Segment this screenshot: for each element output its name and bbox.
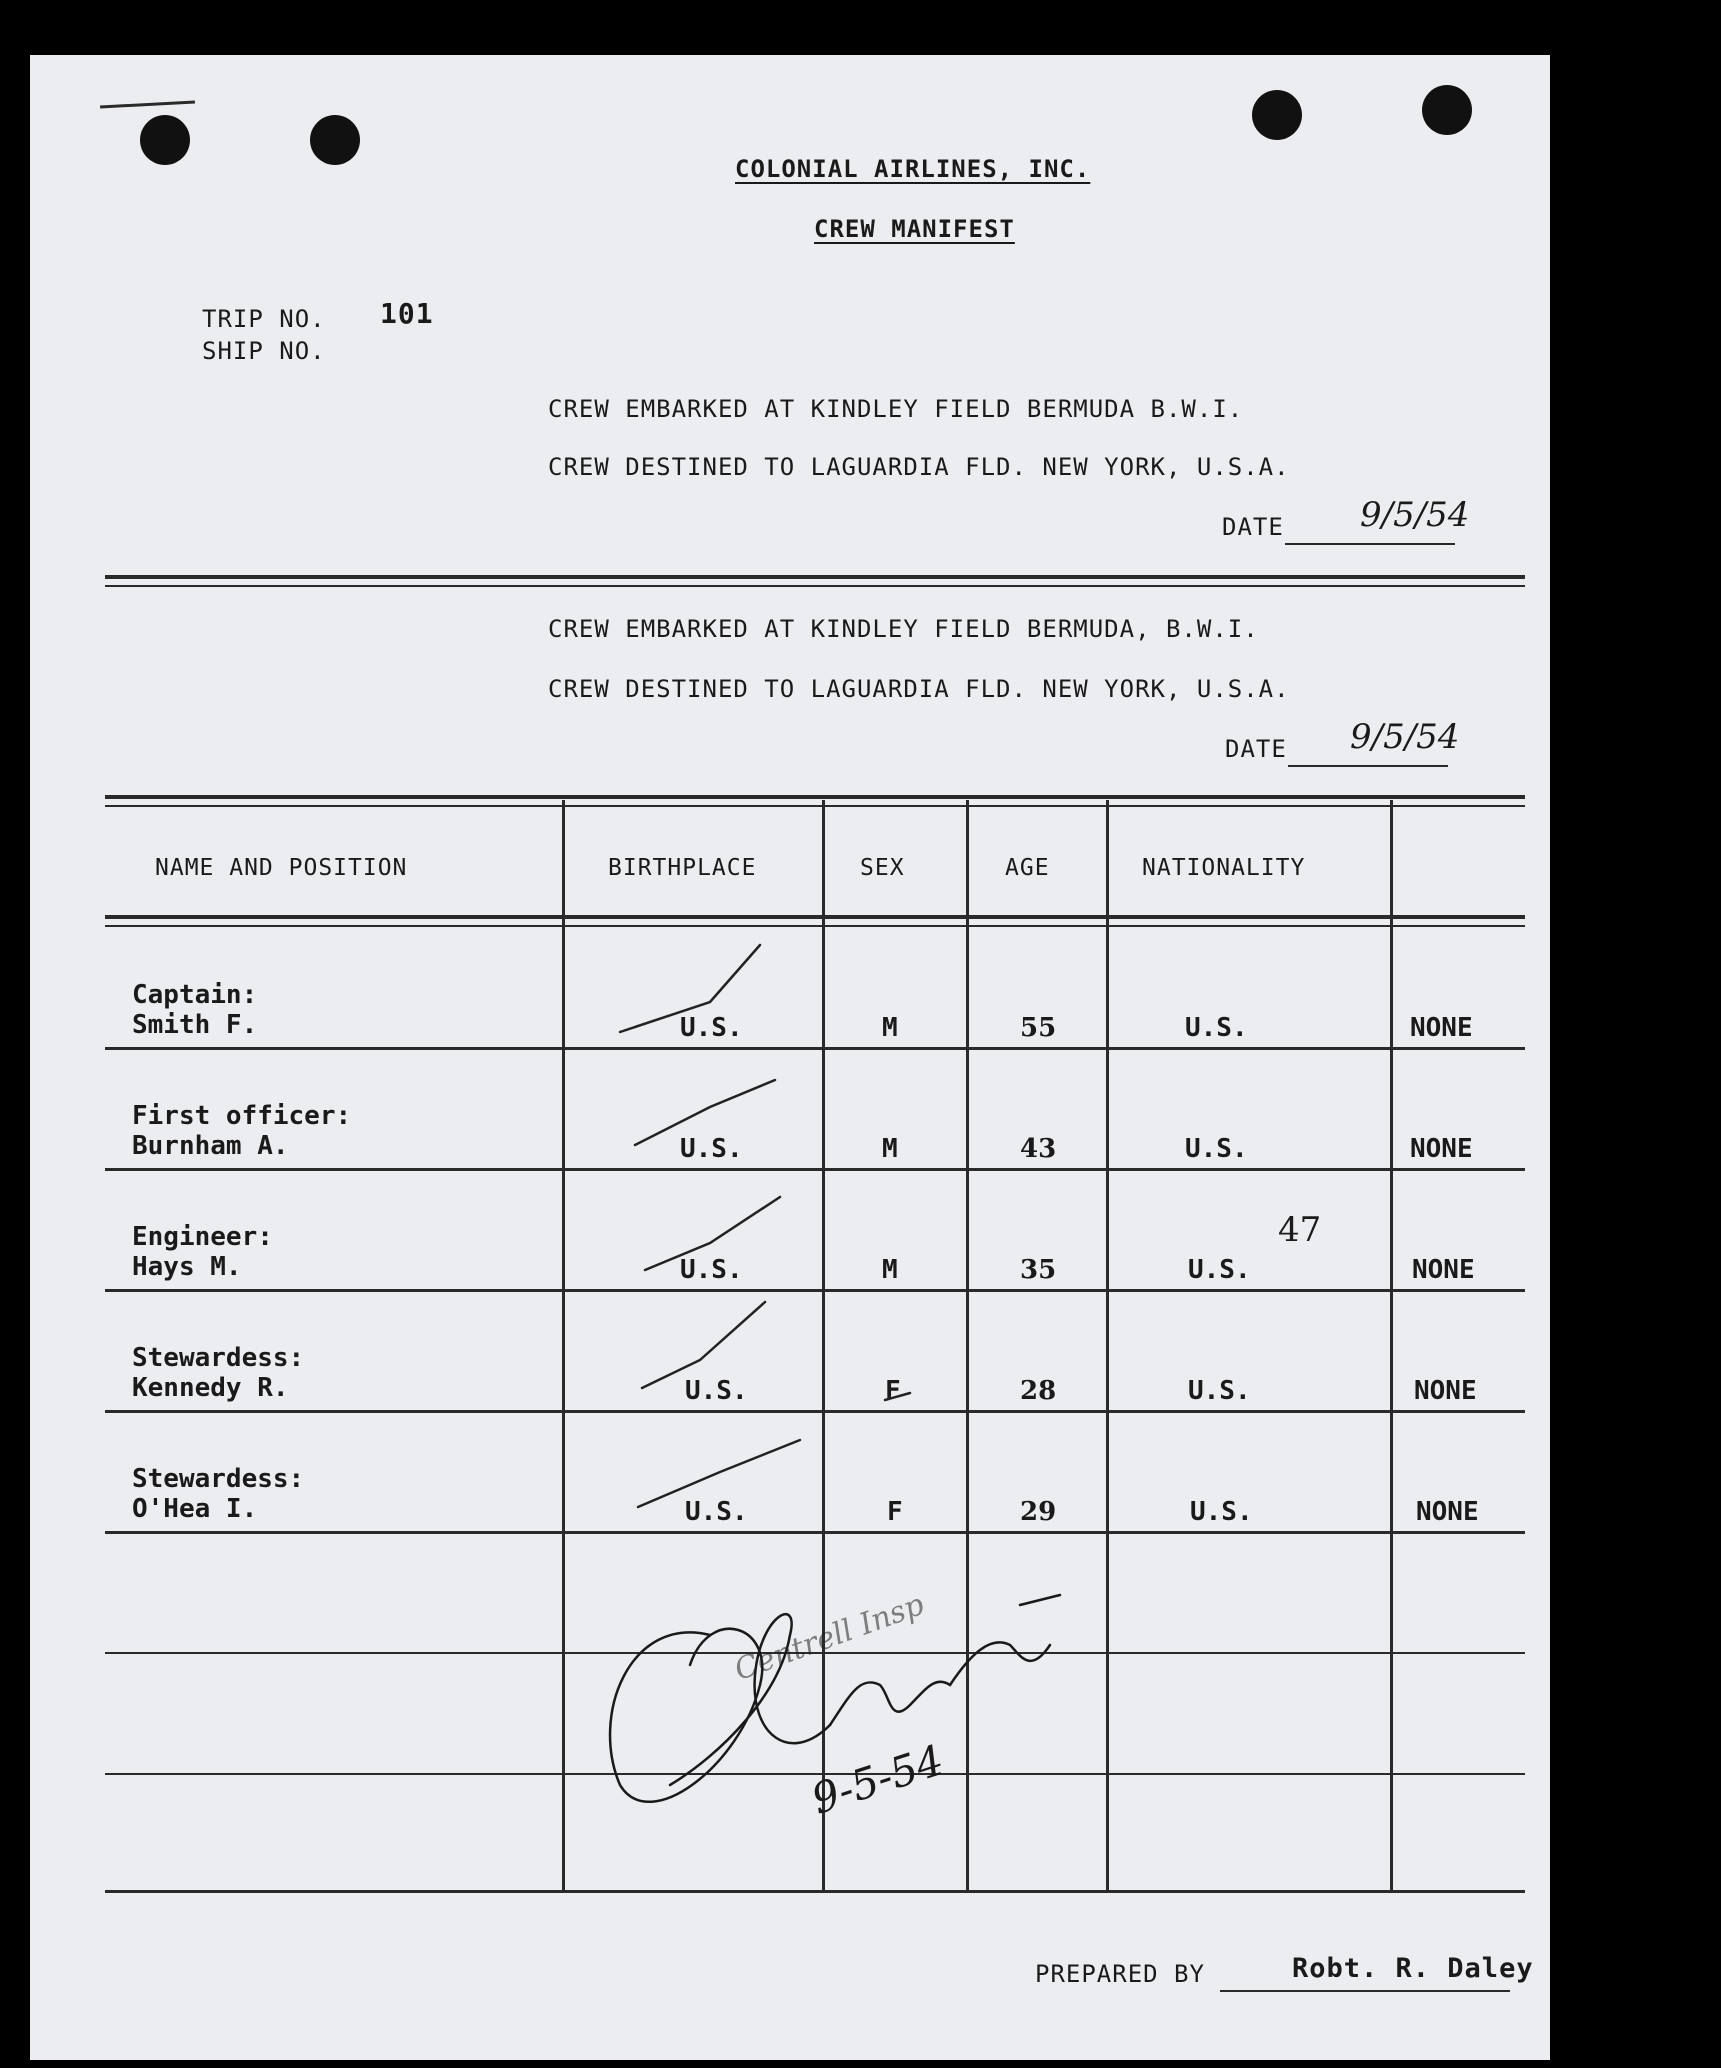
check-mark — [638, 1440, 800, 1507]
check-mark — [642, 1302, 765, 1388]
crew-birthplace: U.S. — [680, 1255, 743, 1285]
crew-sex: M — [882, 1134, 898, 1164]
crew-age: 28 — [1020, 1376, 1057, 1406]
crew-age: 29 — [1020, 1497, 1057, 1527]
crew-name: Hays M. — [132, 1252, 242, 1282]
ship-number-label: SHIP NO. — [202, 337, 326, 365]
crew-name: Burnham A. — [132, 1131, 289, 1161]
crew-position: Stewardess: — [132, 1343, 305, 1373]
crew-other: NONE — [1416, 1497, 1479, 1527]
check-marks — [30, 55, 1550, 1655]
trip-number-label: TRIP NO. — [202, 305, 326, 333]
date-label: DATE — [1225, 735, 1287, 763]
date-label: DATE — [1222, 513, 1284, 541]
crew-birthplace: U.S. — [680, 1134, 743, 1164]
crew-name: O'Hea I. — [132, 1494, 258, 1524]
crew-other: NONE — [1410, 1013, 1473, 1043]
crew-other: NONE — [1412, 1255, 1475, 1285]
crew-sex: F — [887, 1497, 903, 1527]
crew-embarked-line: CREW EMBARKED AT KINDLEY FIELD BERMUDA, B.W.I. — [548, 615, 1259, 643]
crew-sex: M — [882, 1013, 898, 1043]
crew-age: 43 — [1020, 1134, 1057, 1164]
crew-destined-line: CREW DESTINED TO LAGUARDIA FLD. NEW YORK, U.S.A. — [548, 453, 1290, 481]
crew-nationality: U.S. — [1185, 1134, 1248, 1164]
crew-age: 35 — [1020, 1255, 1057, 1285]
date-value: 9/5/54 — [1350, 717, 1460, 757]
company-name: COLONIAL AIRLINES, INC. — [735, 155, 1091, 183]
crew-other: NONE — [1410, 1134, 1473, 1164]
header-age: AGE — [1005, 855, 1050, 881]
crew-position: First officer: — [132, 1101, 352, 1131]
document-page — [30, 55, 1550, 2060]
crew-embarked-line: CREW EMBARKED AT KINDLEY FIELD BERMUDA B.W.I. — [548, 395, 1244, 423]
check-mark — [645, 1197, 780, 1270]
crew-position: Captain: — [132, 980, 258, 1010]
crew-nationality: U.S. — [1185, 1013, 1248, 1043]
crew-birthplace: U.S. — [685, 1376, 748, 1406]
crew-position: Stewardess: — [132, 1464, 305, 1494]
check-mark — [620, 945, 760, 1032]
crew-sex: M — [882, 1255, 898, 1285]
signature-date: 9-5-54 — [805, 1735, 950, 1824]
margin-note: 47 — [1278, 1210, 1322, 1250]
crew-nationality: U.S. — [1190, 1497, 1253, 1527]
crew-birthplace: U.S. — [680, 1013, 743, 1043]
trip-number-value: 101 — [380, 297, 434, 330]
crew-destined-line: CREW DESTINED TO LAGUARDIA FLD. NEW YORK, U.S.A. — [548, 675, 1290, 703]
crew-sex: F — [885, 1376, 901, 1406]
table-bottom-rule — [105, 1890, 1525, 1893]
crew-age: 55 — [1020, 1013, 1057, 1043]
check-mark — [635, 1080, 775, 1145]
crew-name: Kennedy R. — [132, 1373, 289, 1403]
date-value: 9/5/54 — [1360, 495, 1470, 535]
signature-text: Centrell Insp — [730, 1587, 929, 1688]
crew-nationality: U.S. — [1188, 1255, 1251, 1285]
crew-position: Engineer: — [132, 1222, 273, 1252]
prepared-by-underline — [1220, 1990, 1510, 1992]
header-birthplace: BIRTHPLACE — [608, 855, 757, 881]
crew-birthplace: U.S. — [685, 1497, 748, 1527]
form-title: CREW MANIFEST — [814, 215, 1015, 243]
prepared-by-name: Robt. R. Daley — [1292, 1953, 1534, 1984]
prepared-by-label: PREPARED BY — [1035, 1960, 1205, 1988]
header-nationality: NATIONALITY — [1142, 855, 1306, 881]
crew-name: Smith F. — [132, 1010, 258, 1040]
header-name-position: NAME AND POSITION — [155, 855, 408, 881]
crew-other: NONE — [1414, 1376, 1477, 1406]
crew-nationality: U.S. — [1188, 1376, 1251, 1406]
check-mark — [885, 1393, 910, 1400]
header-sex: SEX — [860, 855, 905, 881]
